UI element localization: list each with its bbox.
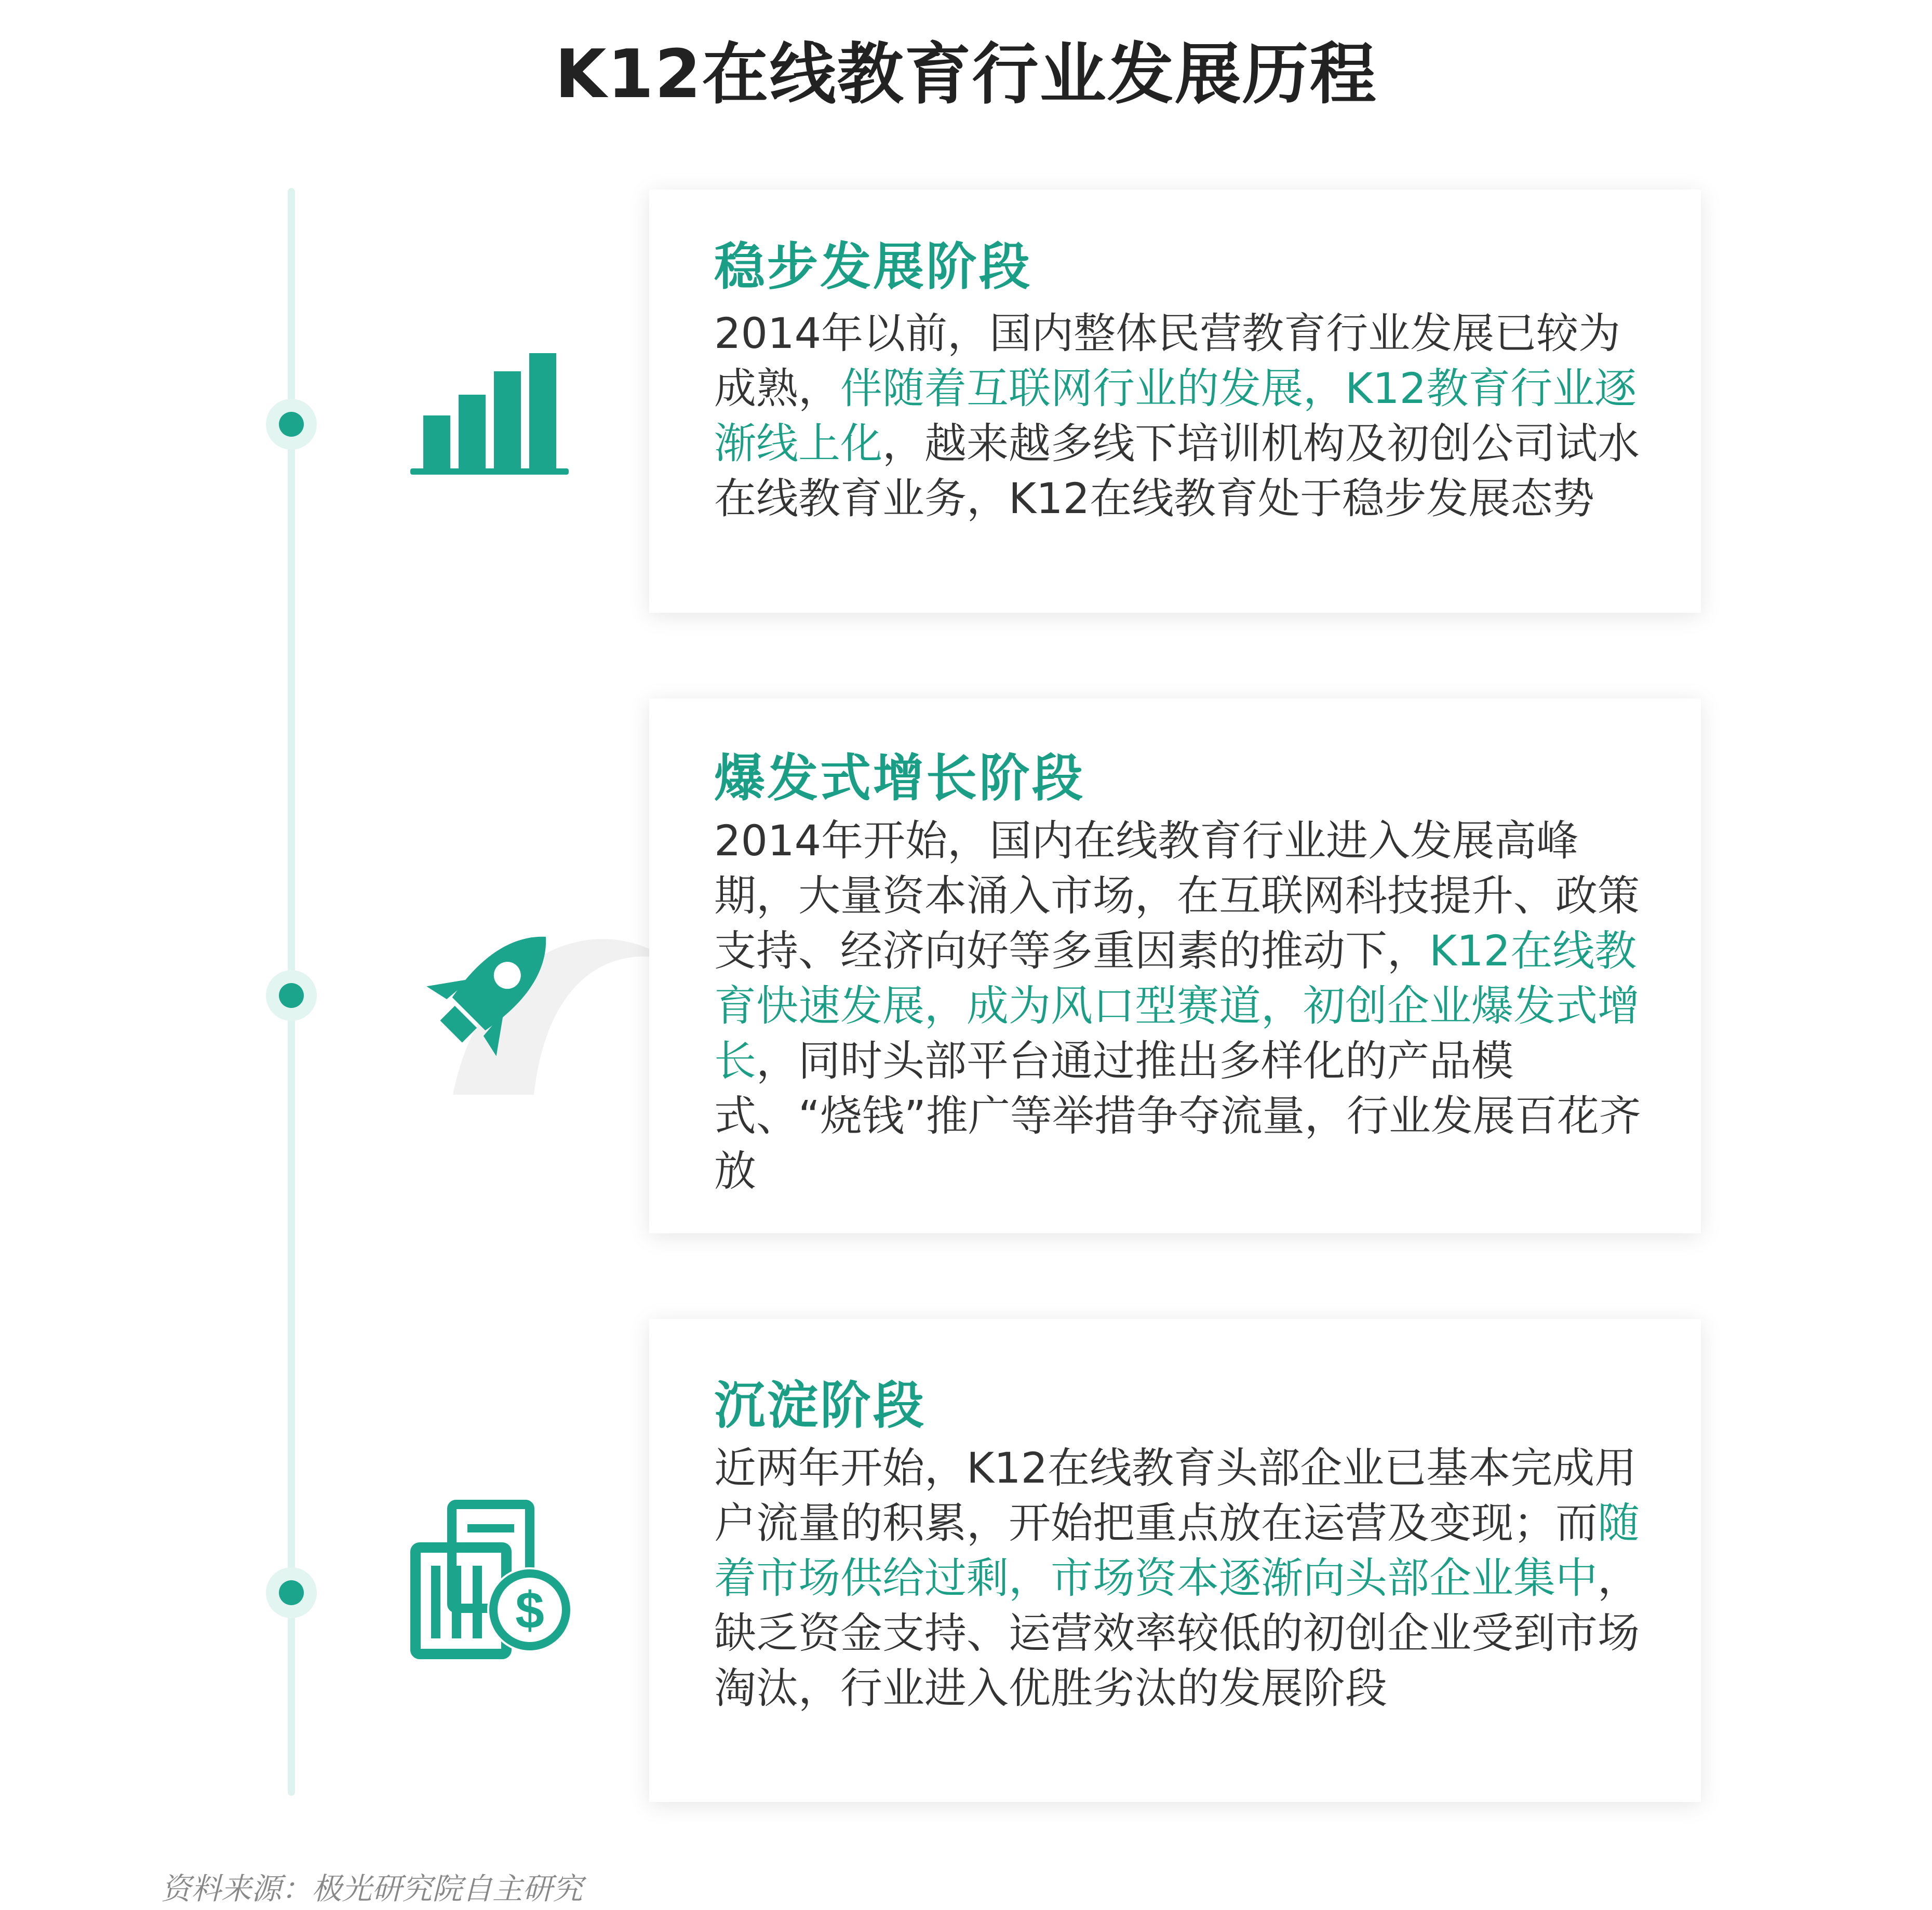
page-title: K12在线教育行业发展历程 [555, 36, 1377, 113]
svg-text:$: $ [515, 1581, 544, 1639]
stage-highlight: K12在线教育快速发展，成为风口型赛道，初创企业爆发式增长 [714, 927, 1640, 1086]
stage-card-3 [649, 1319, 1701, 1802]
timeline-node-2 [266, 970, 317, 1021]
stage-highlight: 随着市场供给过剩，市场资本逐渐向头部企业集中 [714, 1499, 1640, 1603]
stage-description: 2014年以前，国内整体民营教育行业发展已较为成熟，伴随着互联网行业的发展，K12教育行业逐渐线上化，越来越多线下培训机构及初创公司试水在线教育业务，K12在线教育处于稳步发展态势 [714, 310, 1640, 523]
stage-title: 沉淀阶段 [714, 1376, 927, 1435]
stage-highlight: 伴随着互联网行业的发展，K12教育行业逐渐线上化 [714, 365, 1637, 468]
stage-title: 爆发式增长阶段 [714, 749, 1085, 808]
stage-card-2 [649, 698, 1701, 1233]
timeline-node-1 [266, 399, 317, 450]
stage-description: 2014年开始，国内在线教育行业进入发展高峰期，大量资本涌入市场，在互联网科技提升、政策支持、经济向好等多重因素的推动下，K12在线教育快速发展，成为风口型赛道，初创企业爆发式增长，同时头部平台通过推出多样化的产品模式、“烧钱”推广等举措争夺流量，行业发展百花齐放 [714, 817, 1641, 1196]
stage-card-1 [649, 190, 1701, 613]
source-note: 资料来源：极光研究院自主研究 [161, 1871, 583, 1906]
building-dollar-icon [410, 1498, 571, 1659]
timeline-node-3 [266, 1567, 317, 1618]
rocket-icon [410, 914, 571, 1070]
stage-title: 稳步发展阶段 [714, 237, 1032, 297]
stage-description: 近两年开始，K12在线教育头部企业已基本完成用户流量的积累，开始把重点放在运营及变现；而随着市场供给过剩，市场资本逐渐向头部企业集中，缺乏资金支持、运营效率较低的初创企业受到市场淘汰，行业进入优胜劣汰的发展阶段 [714, 1444, 1640, 1713]
bar-chart-icon [410, 348, 569, 480]
